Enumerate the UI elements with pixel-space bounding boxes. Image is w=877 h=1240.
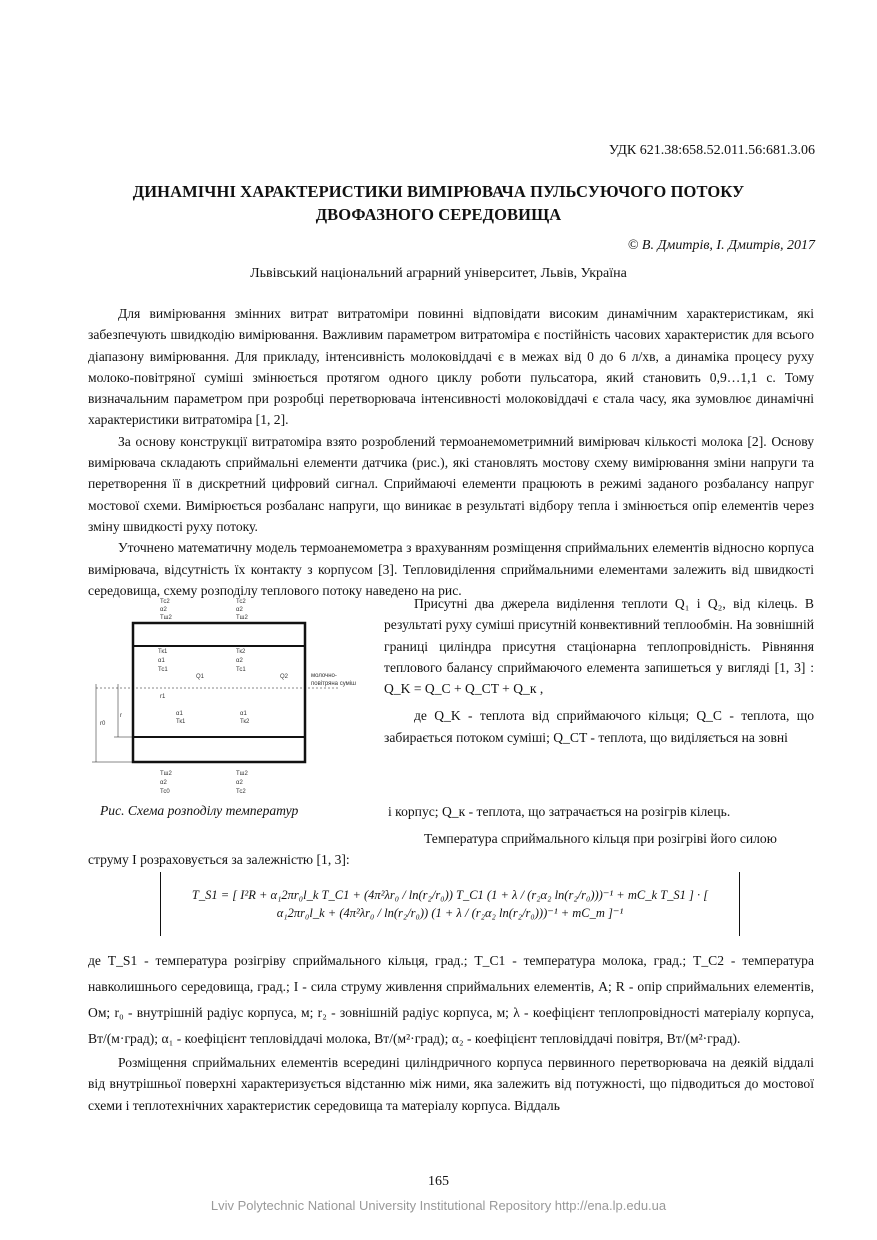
paragraph-8: Розміщення сприймальних елементів всередині циліндричного корпуса первинного перетворювача на деякій віддалі від внутрішньої поверхні характеризується відстанню між ними, яка залежить від потужності, що підводиться до мостової схеми і теплотехнічних характеристик середовища та матеріалу корпуса. Віддаль [88,1055,814,1113]
label-low-1-b: Тк1 [176,719,186,725]
label-mid-1-b: α1 [158,658,165,664]
page-number: 165 [428,1174,449,1189]
label-r0: r0 [100,721,106,727]
label-flow-1: молочно- [311,673,337,679]
label-top-2-a: Тс2 [236,599,246,605]
label-q2: Q2 [280,674,289,680]
label-mid-1-c: Тс1 [158,667,168,673]
label-bot-1-a: Тш2 [160,771,172,777]
temperature-distribution-figure [90,593,375,808]
label-top-2-c: Тш2 [236,615,248,621]
label-r1: r1 [160,694,166,700]
formula-text: [ I²R + α₁2πr₀l_k T_C1 + (4π²λr₀ / ln(r₂/r₀)) T_C1 (1 + λ / (r₂α₂ ln(r₂/r₀)))⁻¹ + mC_k T_S1 ] · [ α₁2πr₀l_k + (4π²λr₀ / ln(r₂/r₀)) (1 + λ / (r₂α₂ ln(r₂/r₀)))⁻¹ + mC_m ]⁻¹ [232,888,709,920]
after-formula [88,948,814,1116]
paragraph-7: де T_S1 - температура розігріву сприймального кільця, град.; T_C1 - температура молока, град.; T_C2 - температура навколишнього середовища, град.; I - сила струму живлення сприймальних елементів, А; R - опір сприймальних елементів, Ом; r₀ - внутрішній радіус корпуса, м; r₂ - зовнішній радіус корпуса, м; λ - коефіцієнт теплопровідності матеріалу корпуса, Вт/(м·град); α₁ - коефіцієнт тепловіддачі молока, Вт/(м²·град); α₂ - коефіцієнт тепловіддачі повітря, Вт/(м²·град). [88,953,814,1046]
title-line-2: ДВОФАЗНОГО СЕРЕДОВИЩА [315,205,562,224]
label-bot-1-c: Тс0 [160,789,170,795]
label-bot-2-b: α2 [236,780,243,786]
label-low-2-b: Тк2 [240,719,250,725]
label-flow-2: повітряна суміш [311,681,356,687]
label-mid-2-b: α2 [236,658,243,664]
paragraph-5: де Q_K - теплота від сприймаючого кільця; Q_C - теплота, що забирається потоком суміші; Q_CT - теплота, що виділяється на зовні [384,708,814,745]
right-column [384,593,814,748]
repository-footer: Lviv Polytechnic National University Institutional Repository http://ena.lp.edu.ua [210,1198,667,1213]
label-q1: Q1 [196,674,205,680]
formula-lhs: T_S1 = [191,888,230,902]
label-top-1-c: Тш2 [160,615,172,621]
paragraph-4: Присутні два джерела виділення теплоти Q₁ і Q₂, від кілець. В результаті руху суміші присутній конвективний теплообмін. На зовнішній границі циліндра присутня стаціонарна теплопровідність. Рівняння теплового балансу сприймаючого елемента запишеться у вигляді [1, 3] : Q_K = Q_C + Q_CT + Q_к , [384,596,814,697]
heat-balance-formula [160,872,740,954]
authors: © В. Дмитрів, І. Дмитрів, 2017 [627,238,815,253]
affiliation: Львівський національний аграрний університет, Львів, Україна [250,266,627,281]
label-top-2-b: α2 [236,607,243,613]
paragraph-5-continuation: і корпус; Q_к - теплота, що затрачається на розігрів кілець. [388,804,731,819]
label-bot-1-b: α2 [160,780,167,786]
label-top-1-b: α2 [160,607,167,613]
label-top-1-a: Тс2 [160,599,170,605]
udc-code: УДК 621.38:658.52.011.56:681.3.06 [608,143,815,158]
intro-paragraphs [88,303,814,601]
label-r: r [120,713,122,719]
label-bot-2-c: Тс2 [236,789,246,795]
paragraph-6-line: струму I розраховується за залежністю [1, 3]: [88,852,350,867]
paragraph-2: За основу конструкції витратоміра взято розроблений термоанемометримний вимірювач кількості молока [2]. Основу вимірювача складають сприймальні елементи датчика (рис.), які становлять мостову схему вимірювання зміни напруги та перетворення її в дискретний цифровий сигнал. Сприймаючі елементи працюють в режимі заданого розбалансу напруг мостової схеми. Вимірюється розбаланс напруги, що виникає в результаті відбору тепла і змінюється опір елементів через зміну швидкості руху потоку. [88,433,814,534]
label-low-1-a: α1 [176,711,183,717]
paragraph-6-start: Температура сприймального кільця при розігріві його силою [424,831,777,846]
label-mid-2-c: Тс1 [236,667,246,673]
paragraph-1: Для вимірювання змінних витрат витратоміри повинні відповідати високим динамічним характеристикам, які забезпечують швидкодію вимірювання. Важливим параметром витратоміра є постійність часових характеристик для всього діапазону вимірювання. Для прикладу, інтенсивність молоковіддачі є в межах від 0 до 6 л/хв, а динаміка процесу руху молоко-повітряної суміші змінюється протягом одного циклу роботи пульсатора, який становить 0,9…1,1 с. Тому визначальним параметром при розробці перетворювача інтенсивності молоковіддачі є стала часу, яка зумовлює динамічні характеристики витратоміра [1, 2]. [88,306,814,428]
label-bot-2-a: Тш2 [236,771,248,777]
figure-caption: Рис. Схема розподілу температур [100,803,299,818]
label-mid-1-a: Тк1 [158,649,168,655]
label-mid-2-a: Тк2 [236,649,246,655]
outer-shell [133,623,305,762]
title-line-1: ДИНАМІЧНІ ХАРАКТЕРИСТИКИ ВИМІРЮВАЧА ПУЛЬСУЮЧОГО ПОТОКУ [132,182,745,201]
formula-body [160,872,740,936]
paragraph-3: Уточнено математичну модель термоанемометра з врахуванням розміщення сприймальних елементів відносно корпуса вимірювача, відсутність їх контакту з корпусом [3]. Тепловиділення сприймальними елементами залежить від швидкості середовища, схему розподілу теплового потоку наведено на рис. [88,540,814,598]
paper-title [60,180,817,226]
label-low-2-a: α1 [240,711,247,717]
